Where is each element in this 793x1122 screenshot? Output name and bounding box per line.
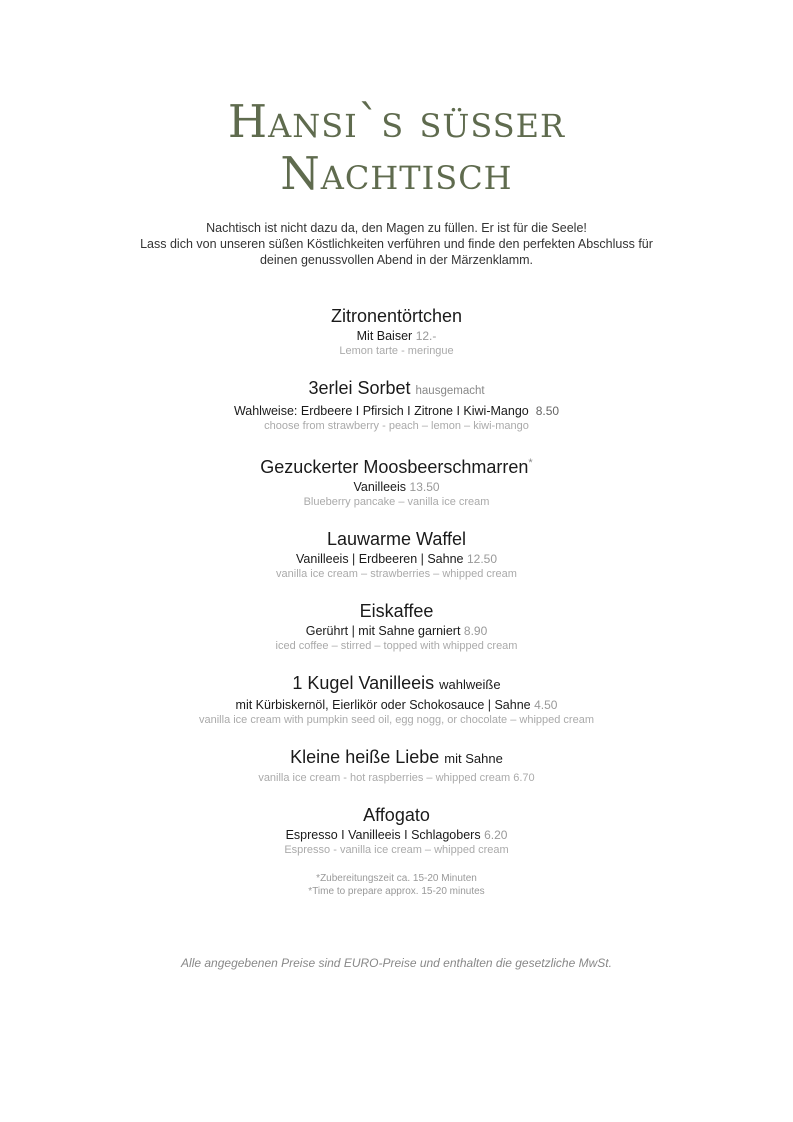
intro-line-1: Nachtisch ist nicht dazu da, den Magen zu füllen. Er ist für die Seele! [206,221,587,235]
intro-line-3: deinen genussvollen Abend in der Märzenklamm. [259,253,534,267]
menu-title [0,96,793,200]
item-description: Vanilleeis | Erdbeeren | Sahne [296,552,464,566]
item-name: Eiskaffee [359,601,434,621]
menu-title-line-1: Hansi`s süsser [227,95,566,148]
item-description: mit Kürbiskernöl, Eierlikör oder Schokosauce | Sahne [235,698,531,712]
dessert-list [0,304,793,875]
item-english: choose from strawberry - peach – lemon – kiwi-mango [264,420,529,432]
note-german: *Zubereitungszeit ca. 15-20 Minuten [316,873,477,884]
menu-item [0,376,793,434]
item-english: vanilla ice cream - hot raspberries – whipped cream 6.70 [258,772,535,784]
item-price: 12.50 [466,552,497,566]
item-name: Kleine heiße Liebe [290,747,440,767]
menu-item [0,599,793,654]
item-price: 8.50 [535,404,560,418]
item-description: Gerührt | mit Sahne garniert [305,624,461,638]
item-description: Wahlweise: Erdbeere I Pfirsich I Zitrone I Kiwi-Mango [233,404,529,418]
item-english: Lemon tarte - meringue [339,345,454,357]
item-english: iced coffee – stirred – topped with whipped cream [275,640,518,652]
item-price: 13.50 [409,480,440,494]
menu-item [0,803,793,858]
item-name: Affogato [363,805,430,825]
preparation-notes [0,872,793,898]
item-price: 8.90 [463,624,488,638]
menu-item [0,304,793,359]
item-english: vanilla ice cream – strawberries – whipped cream [276,568,517,580]
item-name: Zitronentörtchen [330,306,463,326]
intro-line-2: Lass dich von unseren süßen Köstlichkeiten verführen und finde den perfekten Abschluss für [140,237,653,251]
item-english: Espresso - vanilla ice cream – whipped cream [284,844,509,856]
item-price: 12.- [415,329,437,343]
item-name: 3erlei Sorbet [308,378,411,398]
item-name: Lauwarme Waffel [326,529,467,549]
item-english: vanilla ice cream with pumpkin seed oil, egg nogg, or chocolate – whipped cream [199,714,594,726]
menu-item [0,451,793,510]
intro-text [0,220,793,268]
menu-item [0,527,793,582]
item-name: 1 Kugel Vanilleeis [292,673,435,693]
item-name: Gezuckerter Moosbeerschmarren [260,457,529,477]
item-price: 6.20 [484,828,508,842]
item-suffix: wahlweiße [439,677,501,692]
menu-item [0,745,793,786]
note-english: *Time to prepare approx. 15-20 minutes [308,886,485,897]
price-footer: Alle angegebenen Preise sind EURO-Preise und enthalten die gesetzliche MwSt. [181,956,612,970]
item-description: Vanilleeis [353,480,407,494]
item-price: 4.50 [534,698,558,712]
menu-item [0,671,793,728]
menu-title-line-2: Nachtisch [280,147,513,200]
item-english: Blueberry pancake – vanilla ice cream [303,496,490,508]
item-star: * [528,457,533,469]
item-suffix: hausgemacht [415,385,485,397]
item-description: Espresso I Vanilleeis I Schlagobers [285,828,481,842]
item-description: Mit Baiser [356,329,413,343]
item-suffix: mit Sahne [444,751,503,766]
